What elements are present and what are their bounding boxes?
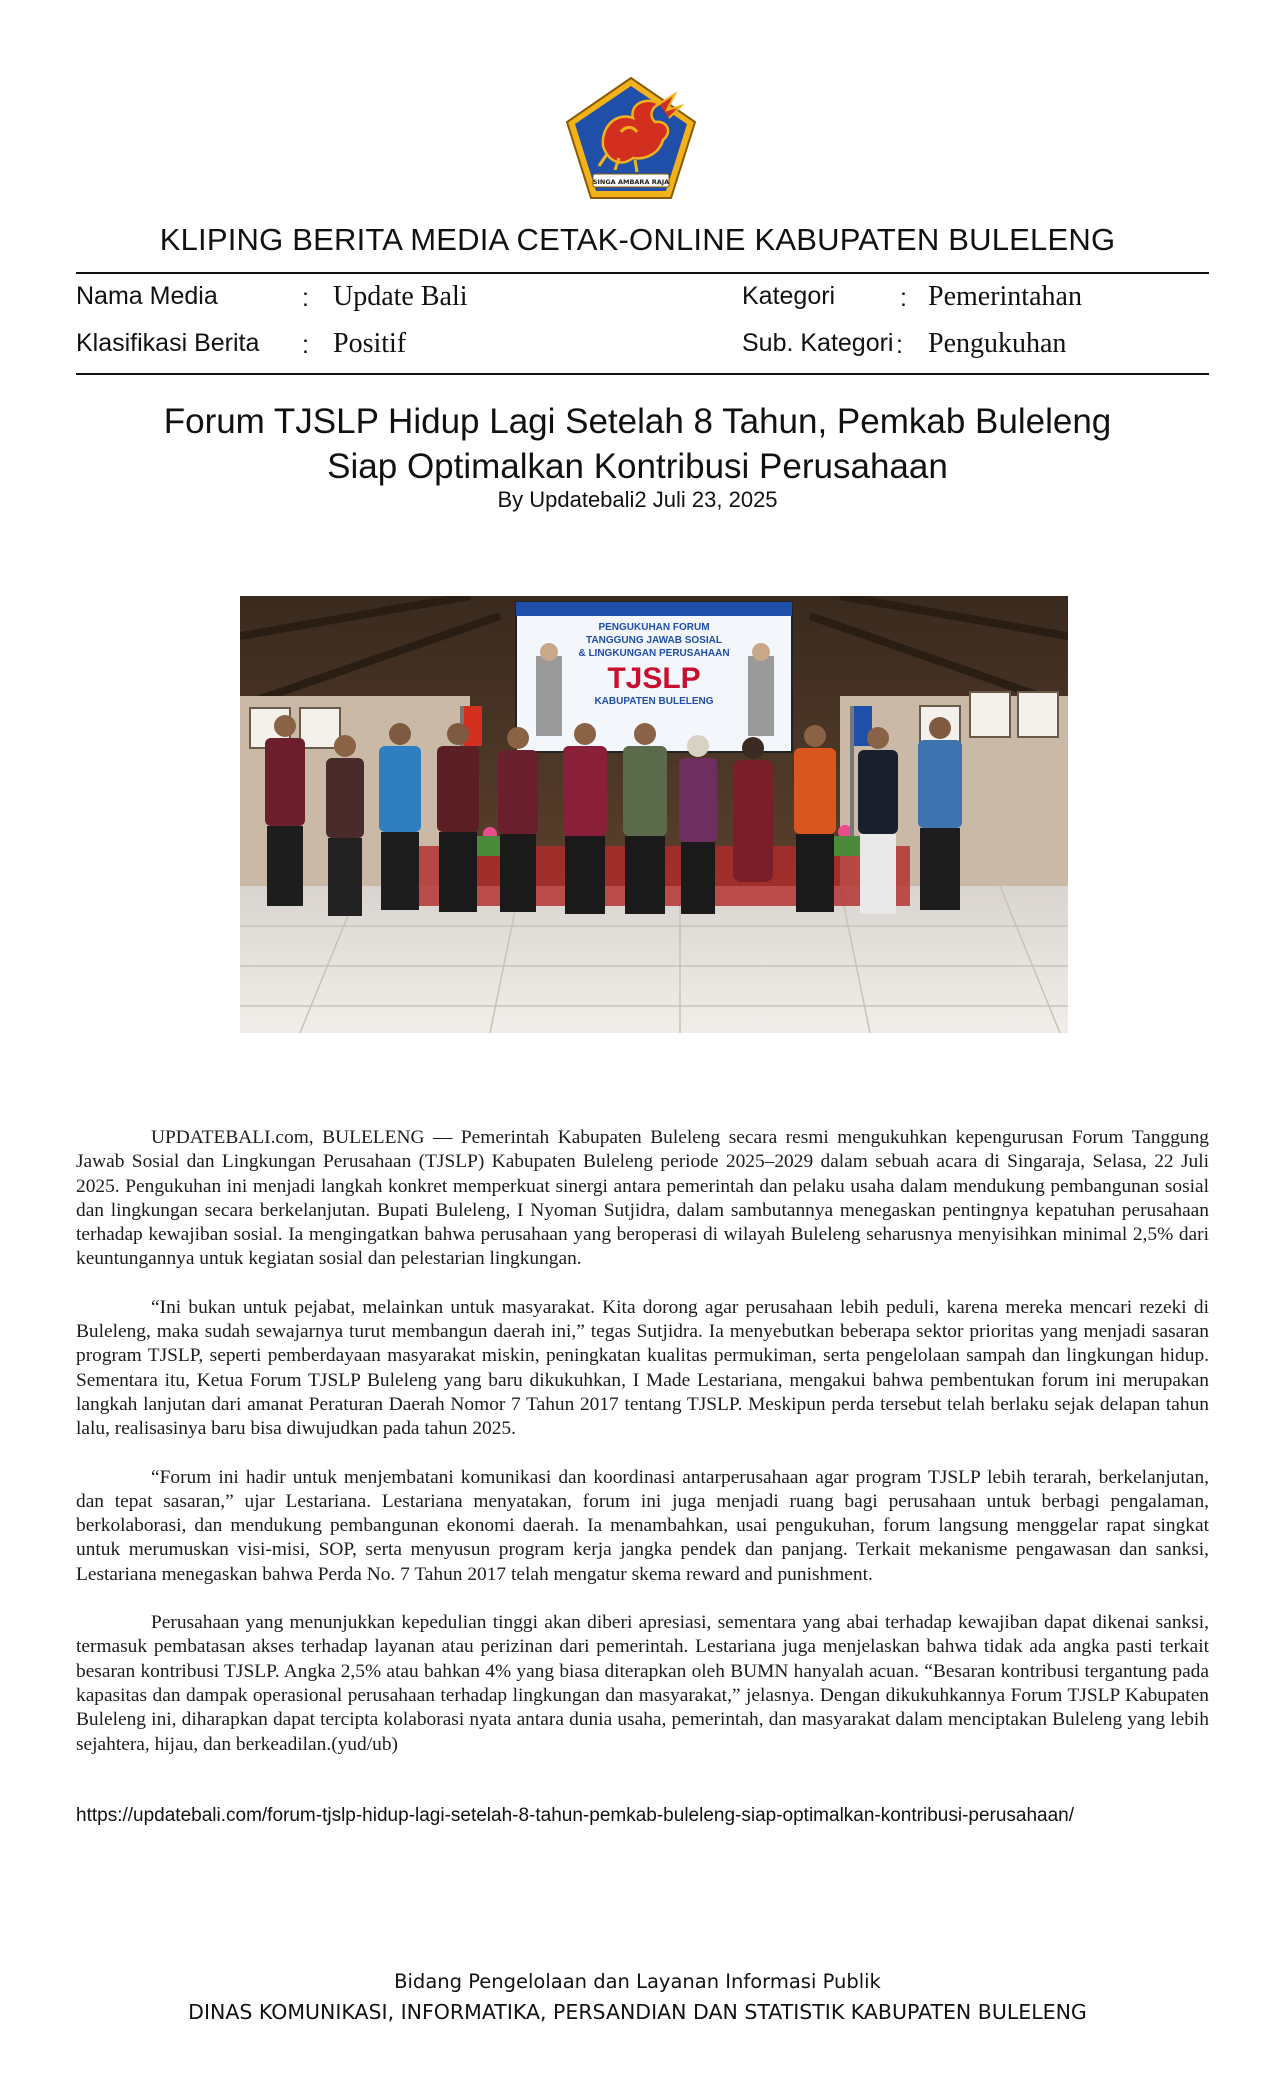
- footer-division: Bidang Pengelolaan dan Layanan Informasi Publik: [394, 1970, 881, 1993]
- media-label: Nama Media: [76, 282, 218, 310]
- banner-line-4: KABUPATEN BULELENG: [594, 696, 714, 707]
- article-headline: [120, 399, 1155, 489]
- classification-label: Klasifikasi Berita: [76, 329, 260, 357]
- banner-acronym: TJSLP: [607, 662, 701, 695]
- media-colon: :: [302, 284, 309, 312]
- headline-line-1: Forum TJSLP Hidup Lagi Setelah 8 Tahun, Pemkab Buleleng: [163, 402, 1112, 441]
- banner-line-1: PENGUKUHAN FORUM: [598, 622, 710, 633]
- regency-emblem-logo: [563, 74, 699, 202]
- subcategory-colon: :: [896, 331, 903, 359]
- header-divider-bottom: [76, 373, 1209, 375]
- subcategory-value: Pengukuhan: [928, 328, 1067, 359]
- classification-colon: :: [302, 331, 309, 359]
- category-value: Pemerintahan: [928, 281, 1082, 312]
- footer-agency: DINAS KOMUNIKASI, INFORMATIKA, PERSANDIAN DAN STATISTIK KABUPATEN BULELENG: [188, 2000, 1087, 2024]
- article-paragraph-2: “Ini bukan untuk pejabat, melainkan untuk masyarakat. Kita dorong agar perusahaan lebih peduli, karena mereka mencari rezeki di Buleleng, maka sudah sewajarnya turut membangun daerah ini,” tegas Sutjidra. Ia menyebutkan beberapa sektor prioritas yang menjadi sasaran program TJSLP, seperti pemberdayaan masyarakat miskin, peningkatan kualitas permukiman, serta pengelolaan sampah dan lingkungan hidup. Sementara itu, Ketua Forum TJSLP Buleleng yang baru dikukuhkan, I Made Lestariana, mengakui bahwa pembentukan forum ini merupakan langkah lanjutan dari amanat Peraturan Daerah Nomor 7 Tahun 2017 tentang TJSLP. Meskipun perda tersebut telah berlaku sejak delapan tahun lalu, realisasinya baru bisa diwujudkan pada tahun 2025.: [76, 1296, 1209, 1440]
- article-body: [76, 1126, 1209, 1781]
- article-paragraph-3: “Forum ini hadir untuk menjembatani komunikasi dan koordinasi antarperusahaan agar program TJSLP lebih terarah, berkelanjutan, dan tepat sasaran,” ujar Lestariana. Lestariana menyatakan, forum ini juga menjadi ruang bagi perusahaan untuk berbagi pengalaman, berkolaborasi, dan mendukung pembangunan ekonomi daerah. Ia menambahkan, usai pengukuhan, forum langsung menggelar rapat singkat untuk merumuskan visi-misi, SOP, serta menyusun program kerja jangka pendek dan panjang. Terkait mekanisme pengawasan dan sanksi, Lestariana menegaskan bahwa Perda No. 7 Tahun 2017 telah mengatur skema reward and punishment.: [76, 1466, 1209, 1585]
- header-divider-top: [76, 272, 1209, 274]
- media-value: Update Bali: [333, 281, 468, 312]
- article-byline: By Updatebali2 Juli 23, 2025: [497, 487, 778, 512]
- article-photo: [240, 596, 1068, 1033]
- category-label: Kategori: [742, 282, 836, 310]
- logo-text: SINGA AMBARA RAJA: [592, 178, 670, 186]
- banner-line-2: TANGGUNG JAWAB SOSIAL: [586, 635, 722, 646]
- banner-line-3: & LINGKUNGAN PERUSAHAAN: [578, 648, 730, 659]
- article-paragraph-1: UPDATEBALI.com, BULELENG — Pemerintah Kabupaten Buleleng secara resmi mengukuhkan kepengurusan Forum Tanggung Jawab Sosial dan Lingkungan Perusahaan (TJSLP) Kabupaten Buleleng periode 2025–2029 dalam sebuah acara di Singaraja, Selasa, 22 Juli 2025. Pengukuhan ini menjadi langkah konkret memperkuat sinergi antara pemerintah dan pelaku usaha dalam mendukung pembangunan sosial dan lingkungan secara berkelanjutan. Bupati Buleleng, I Nyoman Sutjidra, dalam sambutannya menegaskan pentingnya kepatuhan perusahaan terhadap kewajiban sosial. Ia mengingatkan bahwa perusahaan yang beroperasi di wilayah Buleleng seharusnya menyisihkan minimal 2,5% dari keuntungannya untuk kegiatan sosial dan pelestarian lingkungan.: [76, 1127, 1209, 1270]
- headline-line-2: Siap Optimalkan Kontribusi Perusahaan: [327, 447, 948, 486]
- source-url: https://updatebali.com/forum-tjslp-hidup-lagi-setelah-8-tahun-pemkab-buleleng-siap-optimalkan-kontribusi-perusahaan/: [76, 1805, 1075, 1826]
- article-paragraph-4: Perusahaan yang menunjukkan kepedulian tinggi akan diberi apresiasi, sementara yang abai terhadap kewajiban dapat dikenai sanksi, termasuk pembatasan akses terhadap layanan atau perizinan dari pemerintah. Lestariana juga menjelaskan bahwa tidak ada angka pasti terkait besaran kontribusi TJSLP. Angka 2,5% atau bahkan 4% yang biasa diterapkan oleh BUMN hanyalah acuan. “Besaran kontribusi tergantung pada kapasitas dan dampak operasional perusahaan terhadap lingkungan dan masyarakat,” jelasnya. Dengan dikukuhkannya Forum TJSLP Kabupaten Buleleng ini, diharapkan dapat tercipta kolaborasi nyata antara dunia usaha, pemerintah, dan masyarakat dalam menciptakan Buleleng yang lebih sejahtera, hijau, dan berkeadilan.(yud/ub): [76, 1612, 1209, 1755]
- document-title: KLIPING BERITA MEDIA CETAK-ONLINE KABUPATEN BULELENG: [159, 222, 1116, 257]
- singa-ambara-raja-icon: [563, 74, 699, 202]
- classification-value: Positif: [333, 328, 407, 359]
- subcategory-label: Sub. Kategori: [742, 329, 894, 357]
- category-colon: :: [900, 284, 907, 312]
